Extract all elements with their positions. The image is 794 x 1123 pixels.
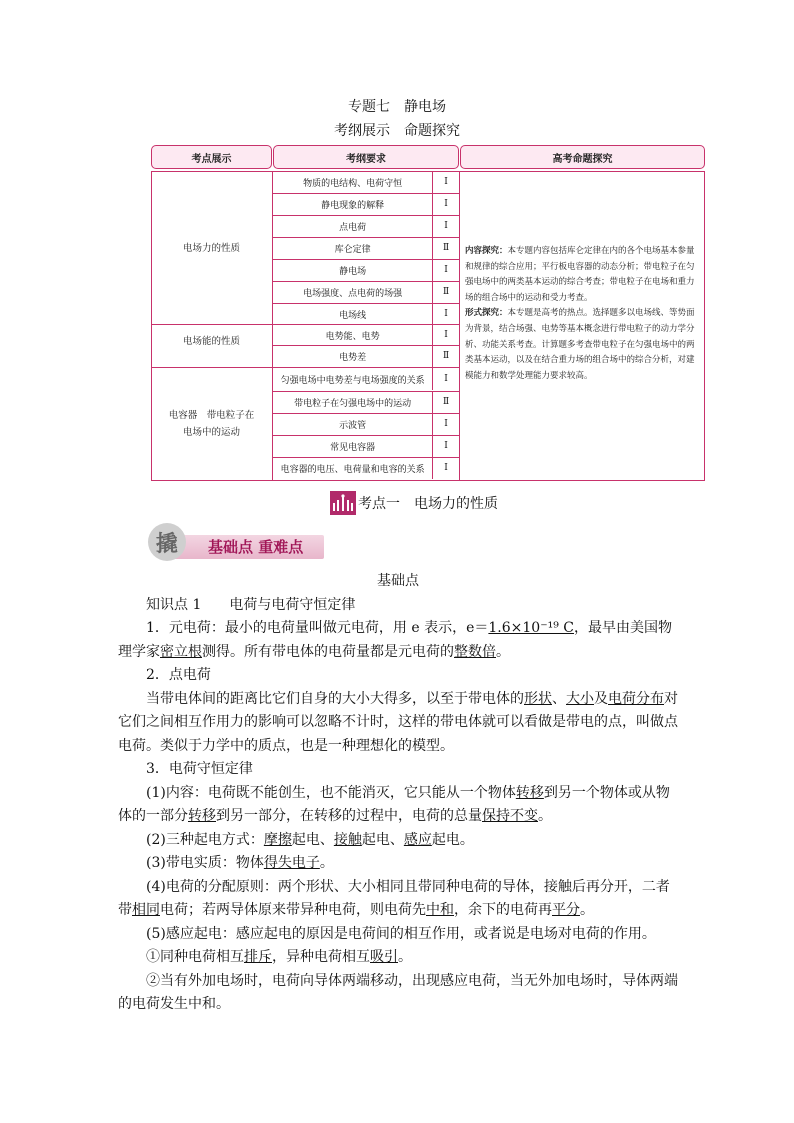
level-mark: Ⅰ [432, 171, 459, 193]
paragraph: (4)电荷的分配原则：两个形状、大小相同且带同种电荷的导体，接触后再分开，二者带相同电荷；若两导体原来带异种电荷，则电荷先中和，余下的电荷再平分。 [118, 878, 670, 918]
level-mark: Ⅰ [432, 368, 459, 390]
level-mark: Ⅱ [432, 281, 459, 303]
page-subtitle: 考纲展示 命题探究 [334, 123, 460, 139]
group-label: 电场能的性质 [182, 336, 240, 347]
table-row [273, 391, 459, 413]
requirement-text: 示波管 [339, 420, 367, 431]
content-body [118, 570, 678, 1017]
requirement-text: 电场强度、点电荷的场强 [303, 288, 403, 299]
column-divider [459, 171, 460, 481]
header-col-requirements: 考纲要求 [273, 145, 459, 169]
requirement-text: 静电场 [339, 266, 367, 277]
outline-table [151, 145, 705, 481]
group-label: 电场力的性质 [182, 243, 240, 254]
table-row [273, 413, 459, 435]
requirement-text: 匀强电场中电势差与电场强度的关系 [280, 375, 425, 386]
paragraph: (1)内容：电荷既不能创生，也不能消灭，它只能从一个物体转移到另一个物体或从物体的一部分转移到另一部分，在转移的过程中，电荷的总量保持不变。 [118, 784, 670, 824]
requirement-text: 电势能、电势 [325, 331, 380, 342]
requirement-text: 常见电容器 [330, 442, 376, 453]
content-exploration-text: 本专题内容包括库仑定律在内的各个电场基本参量和规律的综合应用；平行板电容器的动态分析；带电粒子在匀强电场中的两类基本运动的综合考查；带电粒子在电场和重力场的组合场中的运动和受力考查。 [465, 246, 695, 303]
banner-text: 基础点 重难点 [208, 538, 304, 556]
table-row [273, 457, 459, 479]
level-mark: Ⅰ [432, 259, 459, 281]
level-mark: Ⅰ [432, 324, 459, 346]
table-row [273, 368, 459, 390]
section-title: 考点一 电场力的性质 [358, 496, 498, 512]
form-exploration-label: 形式探究： [465, 308, 508, 319]
level-mark: Ⅱ [432, 345, 459, 367]
requirement-text: 库仑定律 [334, 244, 371, 255]
level-mark: Ⅱ [432, 391, 459, 413]
requirement-text: 电势差 [339, 352, 367, 363]
level-mark: Ⅰ [432, 303, 459, 325]
group-label-line: 电场中的运动 [182, 427, 240, 438]
exploration-text [465, 244, 699, 384]
paragraph: (5)感应起电：感应起电的原因是电荷间的相互作用，或者说是电场对电荷的作用。 [146, 925, 656, 942]
paragraph: 1．元电荷：最小的电荷量叫做元电荷，用 e 表示，e＝1.6×10⁻¹⁹ C，最早由美国物理学家密立根测得。所有带电体的电荷量都是元电荷的整数倍。 [118, 620, 672, 660]
content-heading: 基础点 [377, 573, 419, 589]
requirement-text: 电场线 [339, 310, 367, 321]
table-row [273, 171, 459, 193]
section-heading [330, 491, 498, 515]
table-row [273, 435, 459, 457]
paragraph: 当带电体间的距离比它们自身的大小大得多，以至于带电体的形状、大小及电荷分布对它们之间相互作用力的影响可以忽略不计时，这样的带电体就可以看做是带电的点，叫做点电荷。类似于力学中的质点，也是一种理想化的模型。 [118, 690, 678, 754]
section-icon [330, 491, 356, 515]
form-exploration-text: 本专题是高考的热点。选择题多以电场线、等势面为背景，结合场强、电势等基本概念进行带电粒子的动力学分析、功能关系考查。计算题多考查带电粒子在匀强电场中的两类基本运动，以及在结合重力场的组合场中的综合分析，对建模能力和数学处理能力要求较高。 [465, 308, 695, 381]
table-row [273, 237, 459, 259]
level-mark: Ⅱ [432, 237, 459, 259]
table-row [273, 215, 459, 237]
table-row [273, 259, 459, 281]
level-mark: Ⅰ [432, 215, 459, 237]
banner-badge: 撬 [148, 523, 186, 561]
level-mark: Ⅰ [432, 457, 459, 479]
requirement-text: 带电粒子在匀强电场中的运动 [294, 398, 412, 409]
requirement-text: 静电现象的解释 [321, 200, 385, 211]
paragraph: 3．电荷守恒定律 [146, 761, 253, 777]
paragraph: (3)带电实质：物体得失电子。 [146, 855, 334, 871]
group-divider [151, 367, 273, 368]
content-exploration-label: 内容探究： [465, 246, 508, 256]
header-col-topics: 考点展示 [151, 145, 272, 169]
table-row [273, 193, 459, 215]
header-col-exploration: 高考命题探究 [460, 145, 705, 169]
paragraph: 2．点电荷 [146, 667, 211, 683]
group-label-line: 电容器 带电粒子在 [168, 410, 255, 421]
knowledge-point: 知识点 1 电荷与电荷守恒定律 [146, 596, 356, 613]
table-row [273, 324, 459, 346]
table-row [273, 281, 459, 303]
level-mark: Ⅰ [432, 435, 459, 457]
paragraph: (2)三种起电方式：摩擦起电、接触起电、感应起电。 [146, 831, 474, 848]
group-label [151, 407, 272, 441]
level-mark: Ⅰ [432, 413, 459, 435]
requirement-text: 点电荷 [339, 222, 367, 233]
paragraph: ①同种电荷相互排斥，异种电荷相互吸引。 [146, 949, 412, 965]
level-mark: Ⅰ [432, 193, 459, 215]
requirement-text: 物质的电结构、电荷守恒 [303, 178, 403, 189]
group-divider [151, 324, 273, 325]
table-row [273, 345, 459, 367]
requirement-text: 电容器的电压、电荷量和电容的关系 [280, 464, 425, 475]
banner [148, 523, 328, 563]
table-row [273, 303, 459, 325]
page-title: 专题七 静电场 [348, 99, 446, 115]
paragraph: ②当有外加电场时，电荷向导体两端移动，出现感应电荷，当无外加电场时，导体两端的电荷发生中和。 [118, 972, 678, 1012]
